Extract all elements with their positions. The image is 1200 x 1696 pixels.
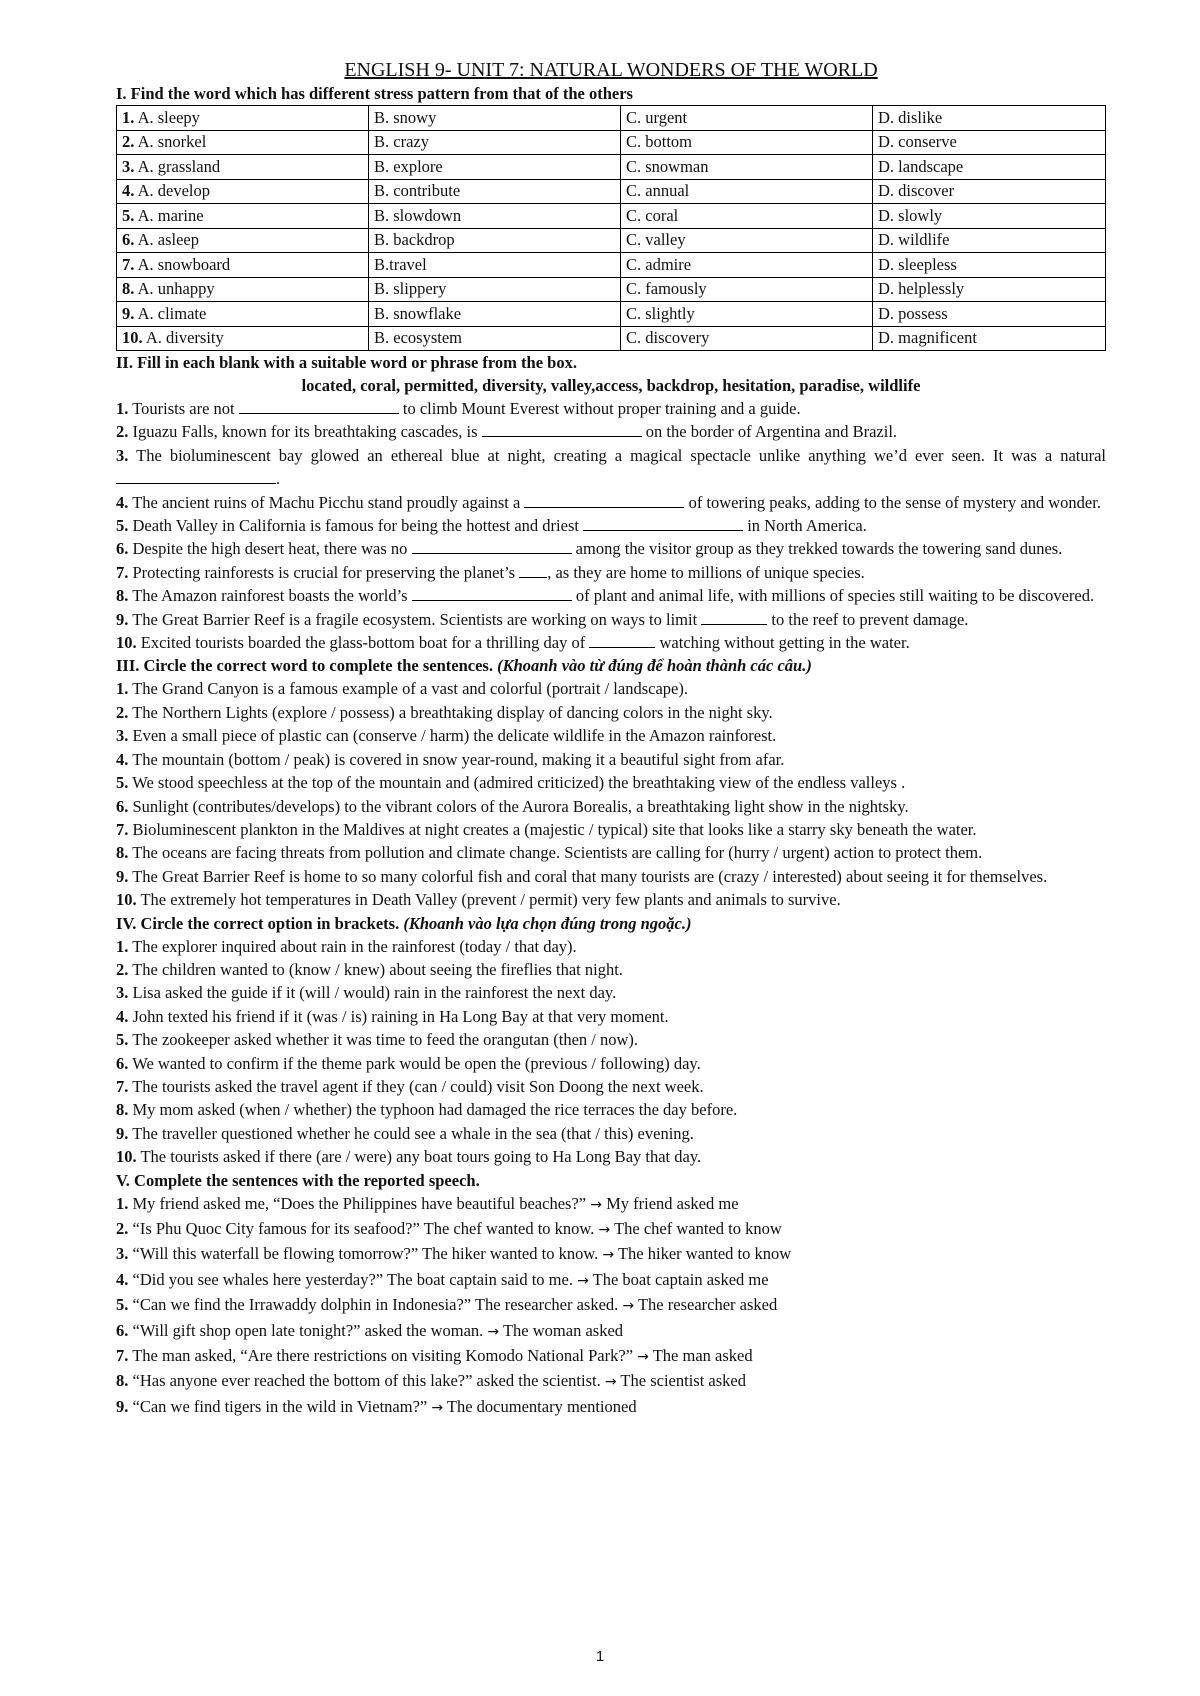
table-cell — [873, 204, 1106, 229]
table-cell — [621, 179, 873, 204]
option-text: A. climate — [137, 303, 207, 323]
option-text: C. slightly — [626, 303, 695, 323]
question-item — [116, 748, 1106, 771]
question-text: The tourists asked if there (are / were) any boat tours going to Ha Long Bay that day. — [140, 1147, 702, 1167]
fill-blank-item — [116, 631, 1106, 654]
option-text: B. slowdown — [374, 205, 462, 225]
question-item — [116, 865, 1106, 888]
fill-blank-item — [116, 491, 1106, 514]
question-item — [116, 677, 1106, 700]
sentence-part: among the visitor group as they trekked towards the towering sand dunes. — [571, 539, 1063, 559]
table-cell — [117, 155, 369, 180]
table-cell — [117, 228, 369, 253]
option-text: C. coral — [626, 205, 679, 225]
question-item — [116, 935, 1106, 958]
question-text: The children wanted to (know / knew) about seeing the fireflies that night. — [132, 959, 623, 979]
table-cell — [369, 106, 621, 131]
table-row — [117, 106, 1106, 131]
table-cell — [117, 130, 369, 155]
fill-blank-item — [116, 397, 1106, 420]
question-number: 8. — [116, 586, 129, 606]
answer-blank — [701, 610, 767, 625]
question-number: 3. — [116, 445, 129, 465]
question-text: The explorer inquired about rain in the rainforest (today / that day). — [132, 936, 577, 956]
question-number: 9. — [116, 866, 129, 886]
table-cell — [621, 106, 873, 131]
answer-blank — [412, 539, 572, 554]
table-cell — [369, 302, 621, 327]
sentence-part: to the reef to prevent damage. — [767, 609, 969, 629]
question-text: The traveller questioned whether he could see a whale in the sea (that / this) evening. — [132, 1123, 694, 1143]
question-text: Bioluminescent plankton in the Maldives at night creates a (majestic / typical) site that looks like a starry sky beneath the water. — [132, 819, 977, 839]
question-number: 1. — [122, 107, 135, 127]
sentence-part: The Great Barrier Reef is a fragile ecosystem. Scientists are working on ways to limit — [132, 609, 702, 629]
fill-blank-item — [116, 537, 1106, 560]
question-text: Lisa asked the guide if it (will / would) rain in the rainforest the next day. — [132, 983, 617, 1003]
question-number: 1. — [116, 936, 129, 956]
question-text: The oceans are facing threats from pollution and climate change. Scientists are calling for (hurry / urgent) action to protect them. — [132, 843, 983, 863]
table-cell — [117, 179, 369, 204]
question-number: 6. — [122, 230, 135, 250]
question-text: The mountain (bottom / peak) is covered in snow year-round, making it a beautiful sight from afar. — [132, 749, 785, 769]
question-item — [116, 1005, 1106, 1028]
table-cell — [369, 228, 621, 253]
word-box: located, coral, permitted, diversity, valley,access, backdrop, hesitation, paradise, wildlife — [301, 376, 921, 395]
question-number: 4. — [122, 181, 135, 201]
section-4-title-vi: (Khoanh vào lựa chọn đúng trong ngoặc.) — [403, 913, 692, 933]
question-item — [116, 795, 1106, 818]
option-text: D. possess — [878, 303, 948, 323]
table-cell — [873, 228, 1106, 253]
sentence-part: The Amazon rainforest boasts the world’s — [132, 586, 412, 606]
question-number: 5. — [122, 205, 135, 225]
option-text: C. famously — [626, 279, 707, 299]
question-number: 5. — [116, 1295, 129, 1315]
option-text: C. bottom — [626, 132, 693, 152]
question-text: Even a small piece of plastic can (conserve / harm) the delicate wildlife in the Amazon rainforest. — [132, 726, 777, 746]
option-text: A. sleepy — [137, 107, 200, 127]
direct-speech: “Has anyone ever reached the bottom of this lake?” asked the scientist. — [132, 1371, 605, 1391]
question-number: 8. — [116, 843, 129, 863]
question-item — [116, 1145, 1106, 1168]
section-3-title-vi: (Khoanh vào từ đúng để hoàn thành các câu.) — [497, 656, 812, 676]
question-number: 10. — [116, 633, 137, 653]
option-text: D. magnificent — [878, 328, 977, 348]
table-row — [117, 155, 1106, 180]
answer-blank — [583, 516, 743, 531]
question-number: 10. — [116, 1147, 137, 1167]
direct-speech: “Will this waterfall be flowing tomorrow?” The hiker wanted to know. — [132, 1244, 603, 1264]
option-text: D. helplessly — [878, 279, 965, 299]
option-text: A. diversity — [145, 328, 224, 348]
question-item — [116, 701, 1106, 724]
question-item — [116, 888, 1106, 911]
sentence-part: Protecting rainforests is crucial for preserving the planet’s — [132, 562, 520, 582]
worksheet-page — [116, 58, 1106, 1420]
option-text: D. dislike — [878, 107, 943, 127]
arrow-icon: → — [590, 1196, 602, 1213]
reported-start: The hiker wanted to know — [614, 1244, 792, 1264]
question-number: 7. — [116, 1076, 129, 1096]
reported-start: The documentary mentioned — [443, 1396, 637, 1416]
question-number: 3. — [116, 983, 129, 1003]
option-text: A. asleep — [137, 230, 199, 250]
table-cell — [621, 326, 873, 351]
sentence-part: Despite the high desert heat, there was no — [132, 539, 412, 559]
reported-start: The scientist asked — [616, 1371, 746, 1391]
reported-start: The chef wanted to know — [610, 1219, 782, 1238]
question-number: 5. — [116, 516, 129, 536]
sentence-part: , as they are home to millions of unique species. — [547, 562, 865, 582]
direct-speech: My friend asked me, “Does the Philippines have beautiful beaches?” — [132, 1193, 591, 1213]
reported-speech-item — [116, 1319, 1106, 1344]
question-item — [116, 1052, 1106, 1075]
table-row — [117, 302, 1106, 327]
question-number: 6. — [116, 539, 129, 559]
option-text: B. ecosystem — [374, 328, 462, 348]
question-number: 6. — [116, 1320, 129, 1340]
option-text: D. conserve — [878, 132, 957, 152]
sentence-part: in North America. — [743, 516, 867, 536]
option-text: D. discover — [878, 181, 955, 201]
table-cell — [369, 253, 621, 278]
table-cell — [873, 277, 1106, 302]
table-cell — [873, 130, 1106, 155]
question-number: 1. — [116, 399, 129, 418]
question-number: 3. — [116, 1244, 129, 1264]
question-number: 8. — [116, 1371, 129, 1391]
option-text: A. snorkel — [137, 132, 207, 152]
table-cell — [621, 277, 873, 302]
arrow-icon: → — [577, 1272, 589, 1289]
option-text: C. annual — [626, 181, 690, 201]
question-number: 2. — [116, 702, 129, 722]
direct-speech: “Can we find tigers in the wild in Vietnam?” — [132, 1396, 432, 1416]
table-cell — [621, 155, 873, 180]
stress-table — [116, 105, 1106, 351]
sentence-part: . — [276, 469, 281, 489]
table-cell — [117, 106, 369, 131]
reported-speech-item — [116, 1293, 1106, 1318]
question-number: 2. — [116, 422, 129, 442]
question-item — [116, 818, 1106, 841]
question-number: 4. — [116, 1006, 129, 1026]
table-row — [117, 326, 1106, 351]
question-number: 9. — [116, 1396, 129, 1416]
table-cell — [369, 277, 621, 302]
question-number: 4. — [116, 749, 129, 769]
table-cell — [873, 253, 1106, 278]
question-number: 3. — [122, 156, 135, 176]
table-row — [117, 130, 1106, 155]
table-row — [117, 228, 1106, 253]
option-text: A. marine — [137, 205, 204, 225]
section-1-heading: I. Find the word which has different stress pattern from that of the others — [116, 84, 633, 103]
question-item — [116, 981, 1106, 1004]
option-text: C. valley — [626, 230, 686, 250]
section-2-heading: II. Fill in each blank with a suitable word or phrase from the box. — [116, 353, 577, 372]
question-number: 6. — [116, 796, 129, 816]
reported-speech-item — [116, 1217, 1106, 1242]
question-text: The extremely hot temperatures in Death Valley (prevent / permit) very few plants and animals to survive. — [140, 890, 841, 910]
answer-blank — [519, 563, 547, 578]
question-text: The zookeeper asked whether it was time to feed the orangutan (then / now). — [132, 1030, 639, 1050]
question-number: 2. — [116, 959, 129, 979]
question-text: The Northern Lights (explore / possess) a breathtaking display of dancing colors in the night sky. — [132, 702, 773, 722]
direct-speech: “Did you see whales here yesterday?” The boat captain said to me. — [132, 1269, 578, 1289]
reported-speech-item — [116, 1369, 1106, 1394]
question-number: 9. — [116, 1123, 129, 1143]
table-cell — [117, 302, 369, 327]
option-text: C. urgent — [626, 107, 688, 127]
section-4-heading — [116, 912, 1106, 935]
question-text: John texted his friend if it (was / is) raining in Ha Long Bay at that very moment. — [132, 1006, 669, 1026]
section-4-title: IV. Circle the correct option in brackets. — [116, 913, 400, 933]
reported-speech-item — [116, 1344, 1106, 1369]
option-text: C. admire — [626, 254, 692, 274]
fill-blank-item — [116, 420, 1106, 443]
option-text: D. slowly — [878, 205, 943, 225]
option-text: D. landscape — [878, 156, 964, 176]
table-row — [117, 277, 1106, 302]
section-3-list — [116, 677, 1106, 911]
question-item — [116, 1028, 1106, 1051]
question-text: The Great Barrier Reef is home to so many colorful fish and coral that many tourists are (crazy / interested) about seeing it for themselves. — [132, 866, 1048, 886]
fill-blank-item — [116, 514, 1106, 537]
question-item — [116, 1098, 1106, 1121]
table-cell — [621, 253, 873, 278]
question-item — [116, 724, 1106, 747]
sentence-part: The bioluminescent bay glowed an ethereal blue at night, creating a magical spectacle unlike anything we’d ever seen. It was a natural — [136, 445, 1106, 465]
answer-blank — [116, 469, 276, 484]
table-cell — [873, 106, 1106, 131]
fill-blank-item — [116, 561, 1106, 584]
answer-blank — [524, 493, 684, 508]
reported-start: The man asked — [648, 1346, 753, 1366]
question-number: 7. — [122, 254, 135, 274]
question-number: 9. — [122, 303, 135, 323]
direct-speech: “Is Phu Quoc City famous for its seafood?” The chef wanted to know. — [132, 1219, 599, 1238]
table-cell — [621, 228, 873, 253]
option-text: A. snowboard — [137, 254, 231, 274]
question-number: 4. — [116, 492, 129, 512]
question-number: 10. — [122, 328, 143, 348]
answer-blank — [412, 586, 572, 601]
table-cell — [117, 326, 369, 351]
question-number: 3. — [116, 726, 129, 746]
question-text: My mom asked (when / whether) the typhoon had damaged the rice terraces the day before. — [132, 1100, 738, 1120]
sentence-part: on the border of Argentina and Brazil. — [641, 422, 898, 442]
question-item — [116, 841, 1106, 864]
direct-speech: The man asked, “Are there restrictions on visiting Komodo National Park?” — [132, 1346, 638, 1366]
table-cell — [117, 277, 369, 302]
sentence-part: watching without getting in the water. — [655, 633, 910, 653]
reported-speech-item — [116, 1268, 1106, 1293]
question-text: Sunlight (contributes/develops) to the vibrant colors of the Aurora Borealis, a breathtaking light show in the nightsky. — [132, 796, 909, 816]
worksheet-title: ENGLISH 9- UNIT 7: NATURAL WONDERS OF THE WORLD — [344, 59, 878, 81]
question-number: 2. — [122, 132, 135, 152]
arrow-icon: → — [637, 1349, 649, 1366]
question-item — [116, 1122, 1106, 1145]
table-cell — [369, 155, 621, 180]
sentence-part: Excited tourists boarded the glass-bottom boat for a thrilling day of — [140, 633, 590, 653]
section-5-list — [116, 1192, 1106, 1421]
question-number: 5. — [116, 1030, 129, 1050]
direct-speech: “Can we find the Irrawaddy dolphin in Indonesia?” The researcher asked. — [132, 1295, 623, 1315]
question-text: We stood speechless at the top of the mountain and (admired criticized) the breathtaking view of the endless valleys . — [132, 773, 906, 793]
question-number: 8. — [116, 1100, 129, 1120]
question-number: 4. — [116, 1269, 129, 1289]
table-cell — [873, 155, 1106, 180]
reported-speech-item — [116, 1192, 1106, 1217]
table-row — [117, 179, 1106, 204]
arrow-icon: → — [598, 1222, 611, 1238]
question-number: 2. — [116, 1219, 129, 1238]
sentence-part: of plant and animal life, with millions of species still waiting to be discovered. — [571, 586, 1095, 606]
option-text: A. grassland — [137, 156, 221, 176]
sentence-part: Iguazu Falls, known for its breathtaking cascades, is — [132, 422, 482, 442]
option-text: B. snowflake — [374, 303, 462, 323]
question-number: 5. — [116, 773, 129, 793]
option-text: A. unhappy — [137, 279, 215, 299]
direct-speech: “Will gift shop open late tonight?” asked the woman. — [132, 1320, 488, 1340]
option-text: D. sleepless — [878, 254, 957, 274]
section-3-heading — [116, 654, 1106, 677]
question-number: 7. — [116, 819, 129, 839]
table-cell — [117, 204, 369, 229]
section-2-list — [116, 397, 1106, 654]
option-text: D. wildlife — [878, 230, 950, 250]
reported-start: The researcher asked — [634, 1295, 778, 1315]
section-4-list — [116, 935, 1106, 1169]
table-cell — [369, 130, 621, 155]
table-cell — [873, 179, 1106, 204]
arrow-icon: → — [602, 1247, 615, 1264]
option-text: B. explore — [374, 156, 443, 176]
sentence-part: of towering peaks, adding to the sense of mystery and wonder. — [684, 492, 1101, 512]
option-text: B. contribute — [374, 181, 461, 201]
sentence-part: The ancient ruins of Machu Picchu stand proudly against a — [132, 492, 525, 512]
table-row — [117, 204, 1106, 229]
arrow-icon: → — [604, 1374, 617, 1391]
option-text: B.travel — [374, 254, 427, 274]
answer-blank — [589, 633, 655, 648]
sentence-part: Death Valley in California is famous for being the hottest and driest — [132, 516, 584, 536]
table-cell — [621, 302, 873, 327]
question-number: 10. — [116, 890, 137, 910]
option-text: B. crazy — [374, 132, 429, 152]
table-cell — [369, 179, 621, 204]
question-item — [116, 771, 1106, 794]
table-row — [117, 253, 1106, 278]
option-text: B. snowy — [374, 107, 437, 127]
question-number: 7. — [116, 1346, 129, 1366]
reported-start: The boat captain asked me — [588, 1269, 769, 1289]
option-text: C. snowman — [626, 156, 709, 176]
option-text: A. develop — [137, 181, 210, 201]
table-cell — [621, 130, 873, 155]
reported-speech-item — [116, 1395, 1106, 1420]
question-text: The Grand Canyon is a famous example of a vast and colorful (portrait / landscape). — [132, 679, 688, 699]
question-text: We wanted to confirm if the theme park would be open the (previous / following) day. — [132, 1053, 701, 1073]
question-number: 1. — [116, 679, 129, 699]
question-number: 7. — [116, 562, 129, 582]
arrow-icon: → — [487, 1323, 500, 1340]
sentence-part: Tourists are not — [132, 399, 239, 418]
reported-speech-item — [116, 1242, 1106, 1267]
question-item — [116, 958, 1106, 981]
sentence-part: to climb Mount Everest without proper training and a guide. — [398, 399, 801, 418]
answer-blank — [239, 399, 399, 414]
question-item — [116, 1075, 1106, 1098]
table-cell — [621, 204, 873, 229]
table-cell — [873, 302, 1106, 327]
table-cell — [369, 204, 621, 229]
fill-blank-item — [116, 584, 1106, 607]
reported-start: My friend asked me — [601, 1193, 739, 1213]
option-text: B. backdrop — [374, 230, 455, 250]
fill-blank-item — [116, 444, 1106, 491]
table-cell — [117, 253, 369, 278]
question-number: 9. — [116, 609, 129, 629]
section-3-title: III. Circle the correct word to complete the sentences. — [116, 656, 493, 676]
answer-blank — [482, 422, 642, 437]
option-text: C. discovery — [626, 328, 710, 348]
section-5-heading: V. Complete the sentences with the reported speech. — [116, 1170, 480, 1190]
option-text: B. slippery — [374, 279, 447, 299]
arrow-icon: → — [622, 1298, 635, 1315]
arrow-icon: → — [431, 1399, 444, 1416]
table-cell — [369, 326, 621, 351]
question-text: The tourists asked the travel agent if they (can / could) visit Son Doong the next week. — [132, 1076, 704, 1096]
table-cell — [873, 326, 1106, 351]
reported-start: The woman asked — [499, 1320, 624, 1340]
question-number: 1. — [116, 1193, 129, 1213]
question-number: 6. — [116, 1053, 129, 1073]
fill-blank-item — [116, 608, 1106, 631]
question-number: 8. — [122, 279, 135, 299]
page-number: 1 — [595, 1648, 605, 1665]
